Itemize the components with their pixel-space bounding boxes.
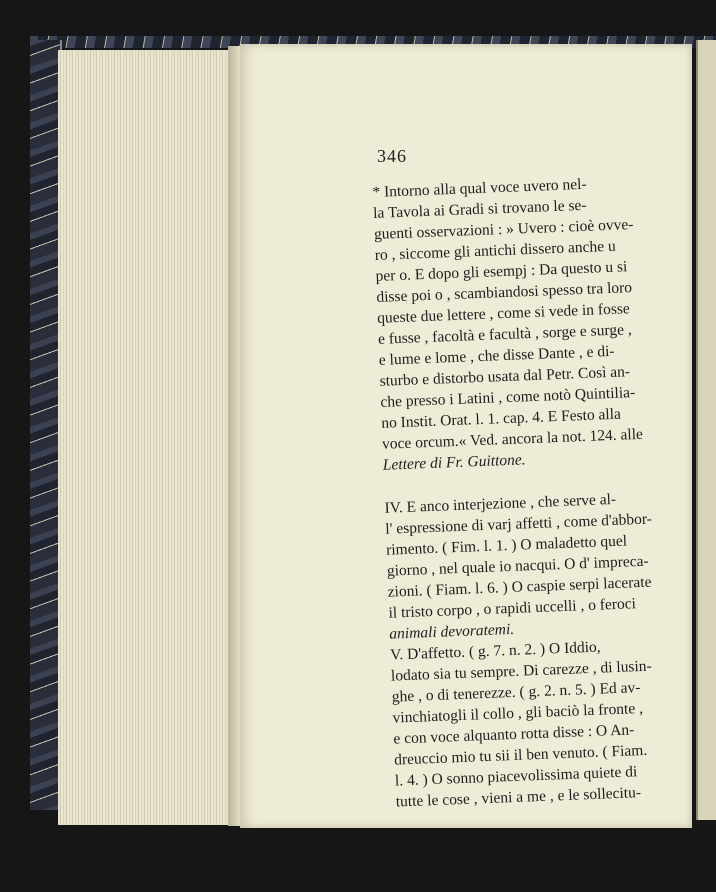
page-block-edge — [58, 50, 231, 825]
body-line: IV. E anco interjezione , che serve al- — [384, 490, 617, 517]
note-line: * Intorno alla qual voce uvero nel- — [372, 175, 587, 201]
body-line: V. D'affetto. ( g. 7. n. 2. ) O Iddio, — [389, 638, 601, 664]
note-line: guenti osservazioni : » Uvero : cioè ovve- — [373, 216, 634, 243]
note-line: la Tavola ai Gradi si trovano le se- — [372, 196, 587, 222]
note-line: e lume e lome , che disse Dante , e di- — [378, 342, 615, 369]
body-line: lodato sia tu sempre. Di carezze , di lusin- — [390, 657, 652, 685]
body-line: l' espressione di varj affetti , come d'abbor- — [385, 510, 653, 538]
body-block — [384, 485, 716, 812]
body-line: e con voce alquanto rotta disse : O An- — [393, 721, 635, 748]
body-line: giorno , nel quale io nacqui. O d' impreca- — [386, 552, 649, 580]
footnote-block — [372, 170, 703, 476]
body-line: tutte le cose , vieni a me , e le sollecitu- — [395, 784, 642, 811]
body-line: dreuccio mio tu sii il ben venuto. ( Fiam. — [393, 741, 648, 769]
body-line: ghe , o di tenerezze. ( g. 2. n. 5. ) Ed av- — [391, 679, 641, 706]
note-line: per o. E dopo gli esempj : Da questo u si — [375, 258, 628, 285]
body-line: zioni. ( Fiam. l. 6. ) O caspie serpi lacerate — [387, 573, 652, 601]
body-line: l. 4. ) O sonno piacevolissima quiete di — [394, 763, 638, 790]
note-line: disse poi o , scambiandosi spesso tra loro — [376, 279, 633, 306]
note-line: ro , siccome gli antichi dissero anche u — [374, 237, 617, 264]
page-text — [372, 170, 716, 813]
body-line: vinchiatogli il collo , gli baciò la fronte , — [392, 699, 644, 727]
note-line: Lettere di Fr. Guittone. — [382, 451, 526, 474]
body-line: rimento. ( Fim. l. 1. ) O maladetto quel — [385, 532, 628, 559]
note-line: che presso i Latini , come notò Quintilia- — [380, 384, 636, 411]
note-line: voce orcum.« Ved. ancora la not. 124. alle — [381, 425, 644, 453]
note-line: no Instit. Orat. l. 1. cap. 4. E Festo alla — [380, 405, 622, 432]
page-number: 346 — [377, 146, 407, 166]
note-line: e fusse , facoltà e facultà , sorge e surge , — [377, 321, 632, 348]
note-line: sturbo e distorbo usata dal Petr. Così an- — [379, 363, 631, 390]
body-line: animali devoratemi. — [389, 620, 515, 643]
body-line: il tristo corpo , o rapidi uccelli , o feroci — [388, 595, 637, 622]
note-line: queste due lettere , come si vede in fosse — [376, 300, 631, 327]
